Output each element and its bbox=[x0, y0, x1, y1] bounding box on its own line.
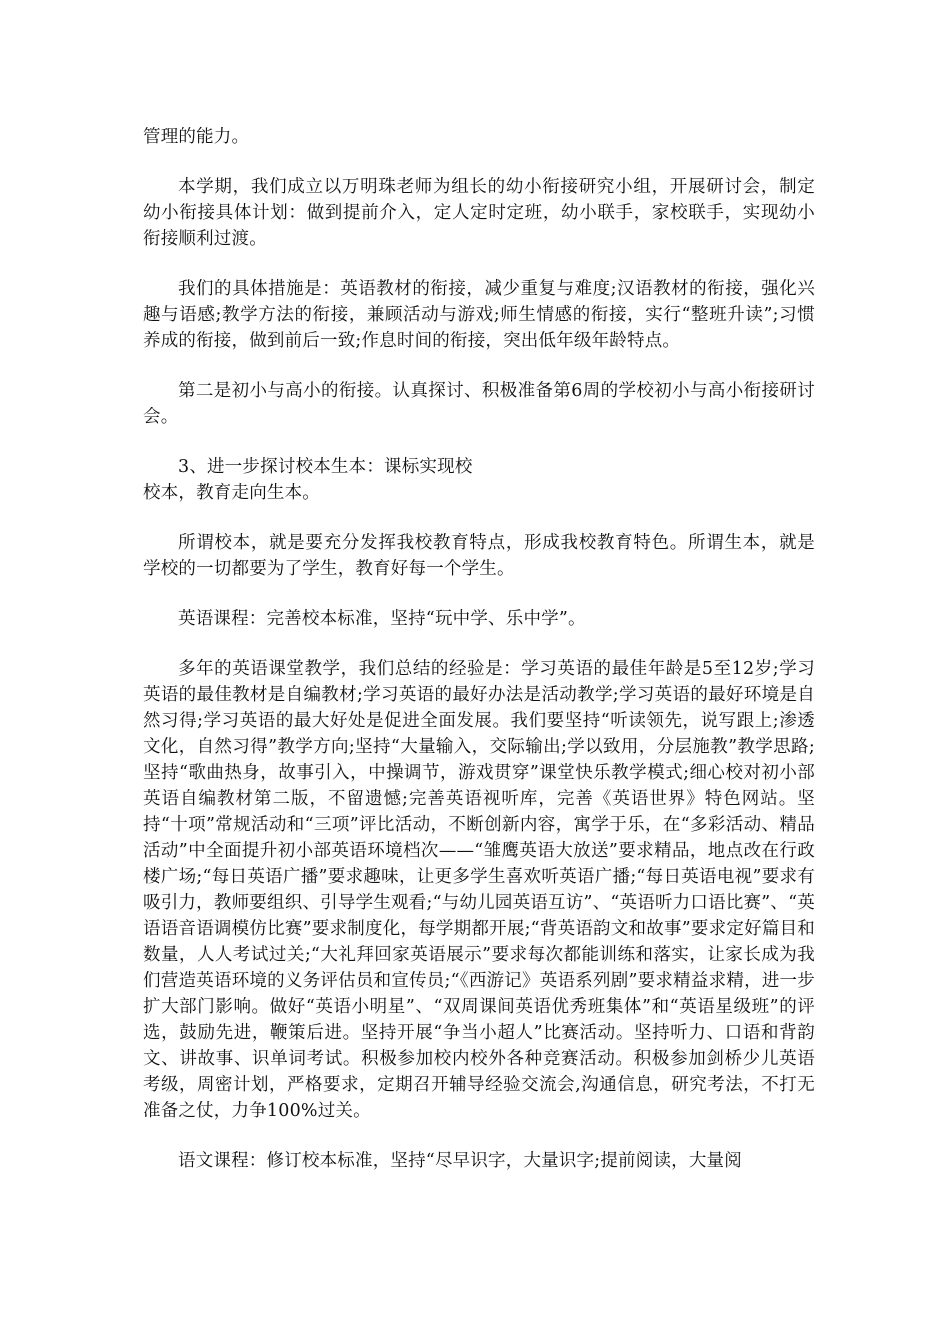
paragraph-specific-measures: 我们的具体措施是：英语教材的衔接，减少重复与难度;汉语教材的衔接，强化兴趣与语感;教学方法的衔接，兼顾活动与游戏;师生情感的衔接，实行“整班升读”;习惯养成的衔接，做到前后一致;作息时间的衔接，突出低年级年龄特点。 bbox=[143, 279, 815, 351]
paragraph-continuation: 管理的能力。 bbox=[143, 127, 250, 147]
document-body bbox=[143, 124, 815, 1198]
paragraph-english-teaching-experience: 多年的英语课堂教学，我们总结的经验是：学习英语的最佳年龄是5至12岁;学习英语的最佳教材是自编教材;学习英语的最好办法是活动教学;学习英语的最好环境是自然习得;学习英语的最大好处是促进全面发展。我们要坚持“听读领先，说写跟上;渗透文化，自然习得”教学方向;坚持“大量输入，交际输出;学以致用，分层施教”教学思路;坚持“歌曲热身，故事引入，中操调节，游戏贯穿”课堂快乐教学模式;细心校对初小部英语自编教材第二版，不留遗憾;完善英语视听库，完善《英语世界》特色网站。坚持“十项”常规活动和“三项”评比活动，不断创新内容，寓学于乐，在“多彩活动、精品活动”中全面提升初小部英语环境档次——“雏鹰英语大放送”要求精品，地点改在行政楼广场;“每日英语广播”要求趣味，让更多学生喜欢听英语广播;“每日英语电视”要求有吸引力，教师要组织、引导学生观看;“与幼儿园英语互访”、“英语听力口语比赛”、“英语语音语调模仿比赛”要求制度化，每学期都开展;“背英语韵文和故事”要求定好篇目和数量，人人考试过关;“大礼拜回家英语展示”要求每次都能训练和落实，让家长成为我们营造英语环境的义务评估员和宣传员;“《西游记》英语系列剧”要求精益求精，进一步扩大部门影响。做好“英语小明星”、“双周课间英语优秀班集体”和“英语星级班”的评选，鼓励先进，鞭策后进。坚持开展“争当小超人”比赛活动。坚持听力、口语和背韵文、讲故事、识单词考试。积极参加校内校外各种竞赛活动。积极参加剑桥少儿英语考级，周密计划，严格要求，定期召开辅导经验交流会,沟通信息，研究考法，不打无准备之仗，力争100%过关。 bbox=[143, 659, 815, 1121]
paragraph-section-3 bbox=[143, 454, 815, 506]
paragraph-chinese-course-heading: 语文课程：修订校本标准，坚持“尽早识字，大量识字;提前阅读，大量阅 bbox=[178, 1151, 742, 1171]
section-3-heading-line: 3、进一步探讨校本生本：课标实现校 bbox=[178, 457, 473, 477]
section-3-continuation-line: 校本，教育走向生本。 bbox=[143, 483, 320, 503]
paragraph-english-course-heading: 英语课程：完善校本标准，坚持“玩中学、乐中学”。 bbox=[178, 609, 586, 629]
paragraph-school-based-definition: 所谓校本，就是要充分发挥我校教育特点，形成我校教育特色。所谓生本，就是学校的一切都要为了学生，教育好每一个学生。 bbox=[143, 533, 815, 579]
paragraph-junior-senior-transition: 第二是初小与高小的衔接。认真探讨、积极准备第6周的学校初小与高小衔接研讨会。 bbox=[143, 381, 815, 427]
paragraph-research-group: 本学期，我们成立以万明珠老师为组长的幼小衔接研究小组，开展研讨会，制定幼小衔接具体计划：做到提前介入，定人定时定班，幼小联手，家校联手，实现幼小衔接顺利过渡。 bbox=[143, 177, 815, 249]
